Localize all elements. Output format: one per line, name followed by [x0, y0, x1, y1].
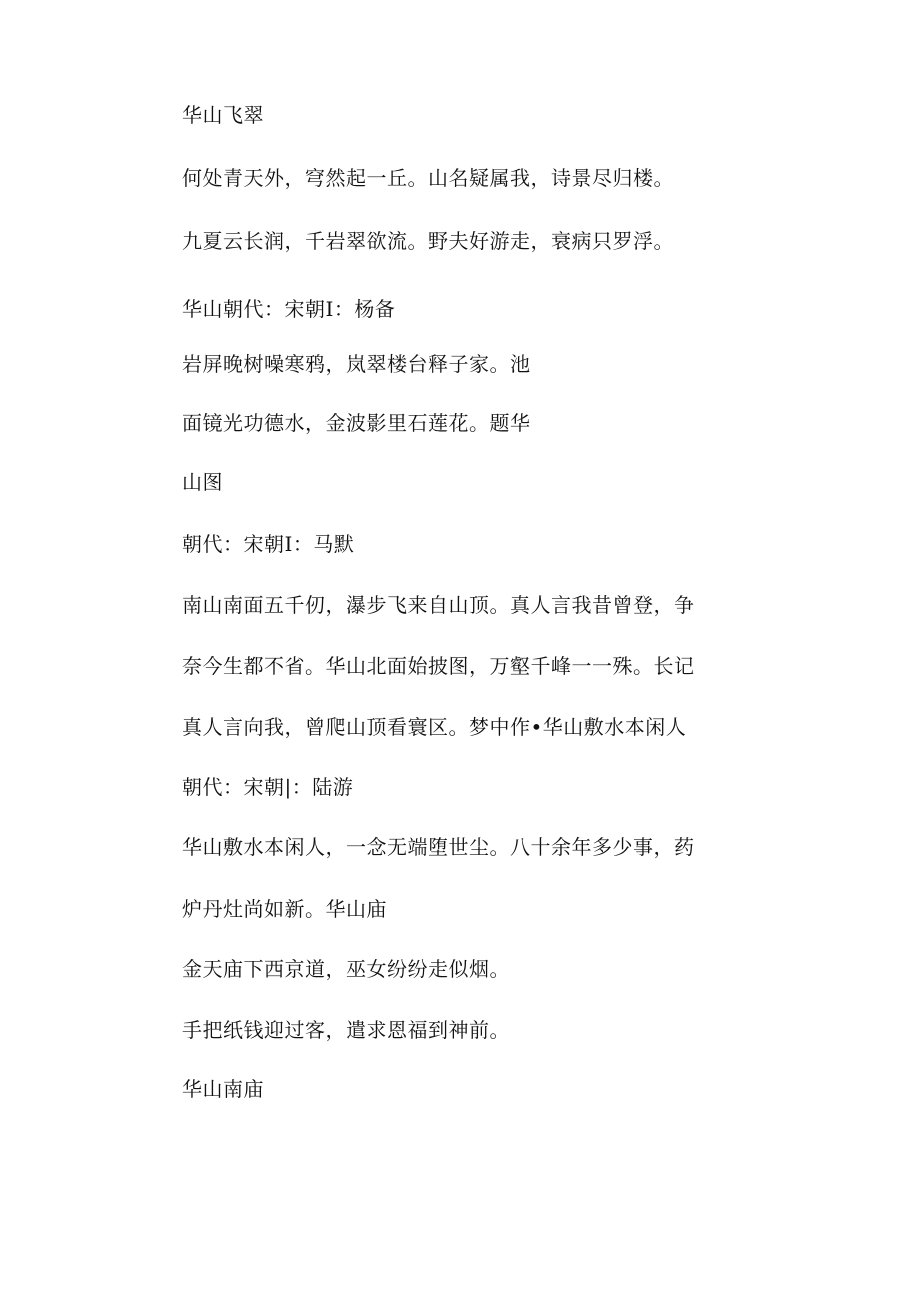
text-line: 九夏云长润，千岩翠欲流。野夫好游走，衰病只罗浮。	[182, 229, 674, 253]
text-line: 华山敷水本闲人，一念无端堕世尘。八十余年多少事，药	[182, 835, 695, 859]
text-line: 金天庙下西京道，巫女纷纷走似烟。	[182, 957, 510, 981]
author-line: 华山朝代：宋朝Ⅰ：杨备	[182, 297, 396, 321]
poem-title-huashan-feicui: 华山飞翠	[182, 103, 264, 127]
author-line: 朝代：宋朝|：陆游	[182, 775, 354, 799]
text-line: 南山南面五千仞，瀑步飞来自山顶。真人言我昔曾登，争	[182, 593, 695, 617]
text-line: 炉丹灶尚如新。华山庙	[182, 897, 387, 921]
text-line: 面镜光功德水，金波影里石莲花。题华	[182, 411, 531, 435]
text-line: 真人言向我，曾爬山顶看寰区。梦中作•华山敷水本闲人	[182, 715, 687, 739]
text-line: 何处青天外，穹然起一丘。山名疑属我，诗景尽归楼。	[182, 166, 674, 190]
text-line: 山图	[182, 470, 223, 494]
text-line: 岩屏晚树噪寒鸦，岚翠楼台释子家。池	[182, 352, 531, 376]
author-line: 朝代：宋朝Ⅰ：马默	[182, 532, 355, 556]
poem-title-huashan-nanmiao: 华山南庙	[182, 1077, 264, 1101]
text-line: 奈今生都不省。华山北面始披图，万壑千峰一一殊。长记	[182, 654, 695, 678]
text-line: 手把纸钱迎过客，遣求恩福到神前。	[182, 1018, 510, 1042]
